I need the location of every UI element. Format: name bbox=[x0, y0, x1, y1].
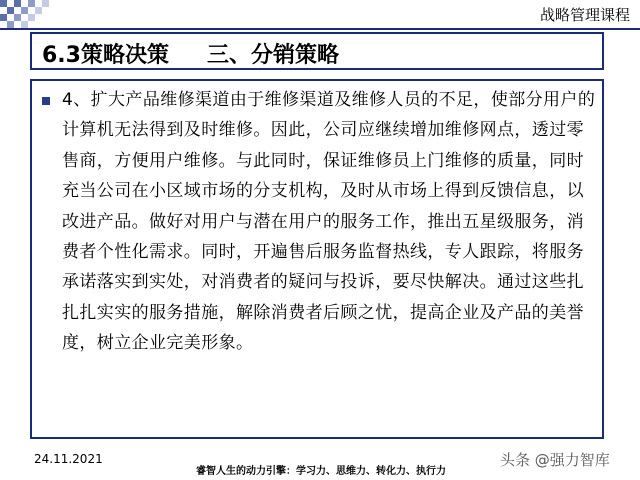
slide-title-bar bbox=[30, 32, 604, 70]
section-title: 6.3策略决策 bbox=[42, 43, 169, 68]
section-subtitle: 三、分销策略 bbox=[206, 43, 339, 68]
footer-slogan: 睿智人生的动力引擎：学习力、思维力、转化力、执行力 bbox=[196, 466, 446, 477]
watermark: 头条 @强力智库 bbox=[500, 451, 610, 469]
slide-title bbox=[42, 38, 339, 69]
bullet-square-icon bbox=[42, 97, 50, 105]
slide-date: 24.11.2021 bbox=[34, 452, 103, 466]
decorative-checker-pattern bbox=[0, 0, 60, 30]
header-divider bbox=[0, 28, 640, 30]
body-paragraph: 4、扩大产品维修渠道由于维修渠道及维修人员的不足，使部分用户的计算机无法得到及时维修。因此，公司应继续增加维修网点，透过零售商，方便用户维修。与此同时，保证维修员上门维修的质量，同时充当公司在小区域市场的分支机构，及时从市场上得到反馈信息，以改进产品。做好对用户与潜在用户的服务工作，推出五星级服务，消费者个性化需求。同时，开遍售后服务监督热线，专人跟踪，将服务承诺落实到实处，对消费者的疑问与投诉，要尽快解决。通过这些扎扎扎实实的服务措施，解除消费者后顾之忧，提高企业及产品的美誉度，树立企业完美形象。 bbox=[62, 90, 596, 354]
course-title: 战略管理课程 bbox=[539, 6, 630, 24]
content-box bbox=[30, 79, 604, 439]
